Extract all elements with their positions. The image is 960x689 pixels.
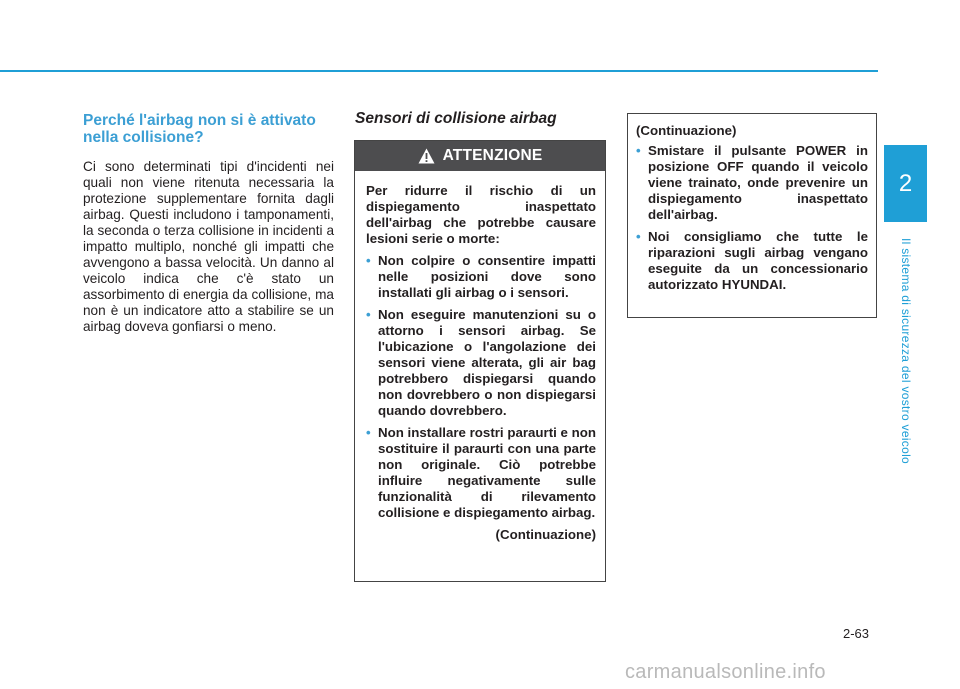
warning-triangle-icon — [418, 148, 435, 164]
warning-body — [355, 171, 605, 543]
warning-header — [355, 141, 605, 171]
list-item: • Non installare rostri paraurti e non sostituire il paraurti con una parte non originale. Ciò potrebbe influire negativamente sulle funzionalità di rilevamento collisione e dispiegamento airbag. — [366, 425, 596, 520]
page-number: 2-63 — [843, 626, 870, 641]
warning-header-text: ATTENZIONE — [442, 147, 543, 164]
continuation-box — [627, 113, 877, 318]
section-paragraph: Ci sono determinati tipi d'incidenti nei quali non viene ritenuta necessaria la protezione supplementare fornita dagli airbag. Questi includono i tamponamenti, la seconda o terza collisione in incidenti a impatto multiplo, nonché gli impatti che avvengono a bassa velocità. Un danno al veicolo indica che c'è stato un assorbimento di energia da collisione, ma non è un indicatore atto a stabilire se un airbag doveva gonfiarsi o meno. — [83, 159, 334, 334]
bullet-icon: • — [366, 307, 371, 322]
bullet-icon: • — [636, 229, 641, 244]
chapter-tab: 2 — [884, 145, 927, 222]
bullet-icon: • — [366, 253, 371, 268]
bullet-icon: • — [366, 425, 371, 440]
section-heading: Perché l'airbag non si è attivato nella collisione? — [83, 112, 316, 146]
list-item: • Smistare il pulsante POWER in posizione OFF quando il veicolo viene trainato, onde prevenire un dispiegamento inaspettato dell'airbag. — [636, 143, 868, 222]
list-item: • Non colpire o consentire impatti nelle posizioni dove sono installati gli airbag o i sensori. — [366, 253, 596, 300]
warning-intro: Per ridurre il rischio di un dispiegamento inaspettato dell'airbag che potrebbe causare lesioni serie o morte: — [366, 183, 596, 246]
top-rule — [0, 70, 878, 72]
bullet-icon: • — [636, 143, 641, 158]
list-item: • Non eseguire manutenzioni su o attorno i sensori airbag. Se l'ubicazione o l'angolazione dei sensori viene alterata, gli air bag potrebbero dispiegarsi quando non dovrebbero o non dispiegarsi quando dovrebbero. — [366, 307, 596, 418]
warning-box — [354, 140, 606, 582]
warning-bullets — [366, 253, 596, 521]
list-item: • Noi consigliamo che tutte le riparazioni sugli airbag vengano eseguite da un concessionario autorizzato HYUNDAI. — [636, 229, 868, 292]
chapter-label: Il sistema di sicurezza del vostro veicolo — [899, 238, 913, 465]
sensors-title: Sensori di collisione airbag — [355, 110, 557, 127]
continuation-heading: (Continuazione) — [636, 123, 737, 138]
continued-label: (Continuazione) — [495, 527, 596, 542]
continuation-bullets — [636, 143, 868, 293]
watermark: carmanualsonline.info — [625, 661, 826, 683]
column-left — [83, 112, 334, 335]
chapter-label-wrap — [897, 238, 915, 466]
